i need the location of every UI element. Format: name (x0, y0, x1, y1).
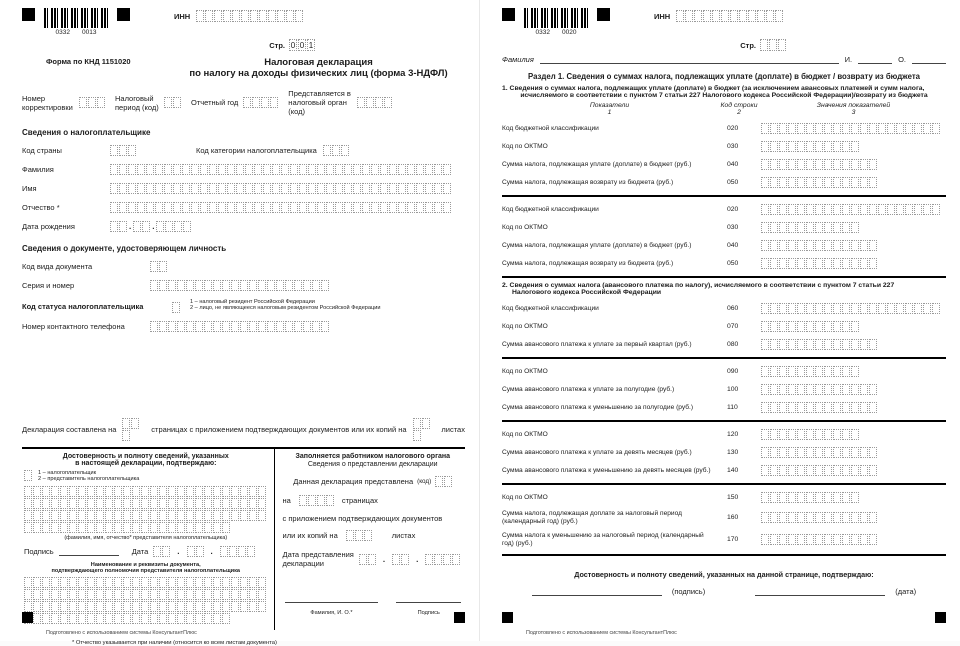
row-label: Код по ОКТМО (502, 223, 548, 231)
section-1-title: Раздел 1. Сведения о суммах налога, подлежащих уплате (доплате) в бюджет / возврату из бюджета (528, 72, 920, 81)
barcode-number: 0332 (55, 29, 70, 36)
birthdate-month-field[interactable] (133, 221, 150, 232)
attach-docs-label: с приложением подтверждающих документов (282, 514, 443, 523)
barcode-icon (44, 8, 108, 28)
subsection-2-heading-line2: Налогового кодекса Российской Федерации (512, 289, 662, 296)
form-row (502, 258, 946, 269)
row-line-code: 020 (727, 206, 739, 213)
row-value-cells[interactable] (761, 492, 946, 503)
initial-o-line[interactable] (912, 55, 946, 64)
form-row (502, 532, 946, 547)
col-linecode-label: Код строки (720, 102, 758, 109)
birthdate-year-field[interactable] (156, 221, 191, 232)
confirmer-option-1: 1 – налогоплательщик (38, 470, 97, 476)
surname-line[interactable] (540, 55, 839, 64)
official-signature-caption: Подпись (417, 610, 440, 616)
row-line-code: 080 (727, 341, 739, 348)
registration-mark-icon (597, 8, 610, 21)
block-divider (502, 276, 946, 278)
form-title-line1: Налоговая декларация (264, 57, 373, 68)
copies-label: или их копий на (282, 531, 338, 540)
col-linecode-num: 2 (737, 109, 741, 116)
form-row (502, 384, 946, 395)
initial-i-label: И. (844, 55, 853, 64)
form-barcode (523, 8, 589, 36)
row-value-cells[interactable] (761, 177, 946, 188)
pages-word: страницах (341, 496, 378, 505)
row-line-code: 110 (727, 404, 738, 411)
row-line-code: 150 (727, 494, 739, 501)
form-row (502, 159, 946, 170)
row-line-code: 030 (727, 224, 739, 231)
form-row (502, 447, 946, 458)
document-kind-field[interactable] (150, 261, 167, 272)
submit-date-year-field[interactable] (425, 554, 460, 565)
form-row (502, 339, 946, 350)
taxpayer-category-field[interactable] (323, 145, 349, 156)
tax-authority-label: Представляется в налоговый орган (код) (288, 89, 351, 116)
form-row (502, 402, 946, 413)
form-row (502, 123, 946, 134)
surname-label: Фамилия (502, 55, 534, 64)
confirmation-taxpayer-column: Достоверность и полноту сведений, указанных в настоящей декларации, подтверждаю: 1 – налогоплательщик 2 – представитель налогоплательщика (фамилия, имя, отчество* представителя налогоплательщика) Подпись Дата . . Наименование и реквизиты документа, подтверждающего полномочия представителя налогоплательщика (22, 449, 275, 630)
official-fio-line[interactable] (285, 594, 378, 603)
subsection-2-heading-line1: 2. Сведения о суммах налога (авансового платежа по налогу), исчисляемого в соответствии с пунктом 7 статьи 227 (502, 282, 895, 289)
on-label: на (282, 496, 291, 505)
inn-label: ИНН (174, 11, 191, 21)
signature-label: Подпись (24, 547, 54, 556)
registration-mark-icon (502, 8, 515, 21)
tax-period-field[interactable] (164, 97, 181, 108)
page-number-field: 0 0 1 (290, 41, 314, 50)
row-value-cells[interactable] (761, 447, 946, 458)
form-row (502, 204, 946, 215)
row-line-code: 140 (727, 467, 739, 474)
confirm-title-line1: Достоверность и полноту сведений, указанных (62, 453, 229, 460)
registration-mark-icon (454, 612, 465, 623)
section1-block-2 (502, 204, 946, 269)
consultant-plus-credit: Подготовлено с использованием системы КонсультантПлюс (526, 630, 677, 636)
sign-date-day-field[interactable] (153, 546, 170, 557)
tax-authority-field[interactable] (357, 97, 392, 108)
row-label: Сумма авансового платежа к уменьшению за полугодие (руб.) (502, 403, 694, 411)
presented-code-hint: (код) (417, 478, 432, 485)
inn-field[interactable] (196, 10, 303, 22)
authority-doc-caption-2: подтверждающего полномочия представителя налогоплательщика (51, 568, 241, 574)
signature-caption: (подпись) (671, 587, 706, 597)
form-row (502, 492, 946, 503)
subsection-1-heading-line2: исчисляемого в соответствии с пунктом 7 статьи 227 Налогового кодекса Российской Федерации)/возврату из бюджета (520, 92, 928, 99)
page-signature-line[interactable] (532, 587, 662, 596)
confirmer-code-field[interactable] (24, 470, 32, 481)
row-value-cells[interactable] (761, 429, 946, 440)
page-date-line[interactable] (755, 587, 885, 596)
official-signature-line[interactable] (396, 594, 461, 603)
row-value-cells[interactable] (761, 534, 946, 545)
contact-phone-label: Номер контактного телефона (22, 322, 125, 331)
identity-document-section-heading: Сведения о документе, удостоверяющем личность (22, 244, 227, 253)
form-row (502, 177, 946, 188)
patronymic-field[interactable] (110, 202, 451, 213)
row-line-code: 090 (727, 368, 739, 375)
surname-label: Фамилия (22, 165, 54, 174)
row-value-cells[interactable] (761, 303, 946, 314)
row-line-code: 100 (727, 386, 739, 393)
row-value-cells[interactable] (761, 384, 946, 395)
initial-i-line[interactable] (858, 55, 892, 64)
inn-label: ИНН (654, 11, 671, 21)
row-value-cells[interactable] (761, 159, 946, 170)
date-caption: (дата) (895, 587, 917, 597)
registration-marks-row (22, 8, 465, 36)
section2-block-3 (502, 429, 946, 476)
form-row (502, 240, 946, 251)
barcode-number: 0332 (535, 29, 550, 36)
row-line-code: 160 (727, 514, 739, 522)
row-label: Сумма авансового платежа к уменьшению за девять месяцев (руб.) (502, 466, 711, 474)
col-indicators-num: 1 (607, 109, 612, 116)
country-code-field[interactable] (110, 145, 136, 156)
form-title-line2: по налогу на доходы физических лиц (форма 3-НДФЛ) (189, 68, 448, 79)
col-values-num: 3 (851, 109, 856, 116)
row-label: Сумма налога, подлежащая доплате за налоговый период (календарный год) (руб.) (502, 510, 682, 525)
registration-mark-icon (22, 612, 33, 623)
submit-date-day-field[interactable] (359, 554, 376, 565)
table-header (502, 102, 946, 116)
correction-number-label: Номер корректировки (22, 93, 73, 112)
status-code-field[interactable] (172, 302, 180, 313)
row-value-cells[interactable] (761, 465, 946, 476)
row-line-code: 050 (727, 260, 739, 267)
form-row (502, 321, 946, 332)
taxpayer-category-label: Код категории налогоплательщика (196, 146, 317, 155)
correction-number-field[interactable] (79, 97, 105, 108)
official-block-subtitle: Сведения о представлении декларации (307, 461, 438, 468)
row-label: Код по ОКТМО (502, 430, 548, 438)
row-line-code: 040 (727, 161, 739, 168)
page-confirm-line: Достоверность и полноту сведений, указанных на данной странице, подтверждаю: (574, 570, 874, 580)
row-line-code: 060 (727, 305, 739, 312)
form-row (502, 366, 946, 377)
report-year-label: Отчетный год (191, 98, 239, 107)
barcode-number: 0020 (562, 29, 577, 36)
inn-field[interactable] (676, 10, 783, 22)
row-label: Код бюджетной классификации (502, 304, 599, 312)
registration-mark-icon (117, 8, 130, 21)
confirm-title-line2: в настоящей декларации, подтверждаю: (75, 460, 217, 467)
block-divider (502, 195, 946, 197)
page-number-field[interactable] (760, 39, 786, 51)
row-value-cells[interactable] (761, 366, 946, 377)
sheets-word: листах (391, 531, 416, 540)
firstname-label: Имя (22, 184, 37, 193)
series-number-label: Серия и номер (22, 281, 75, 290)
row-line-code: 170 (727, 536, 739, 544)
row-value-cells[interactable] (761, 258, 946, 269)
sign-date-month-field[interactable] (187, 546, 204, 557)
authority-doc-caption-1: Наименование и реквизиты документа, (90, 562, 201, 568)
row-line-code: 040 (727, 242, 739, 249)
form-row (502, 510, 946, 525)
form-row (502, 303, 946, 314)
surname-field[interactable] (110, 164, 451, 175)
birthdate-day-field[interactable] (110, 221, 127, 232)
official-pages-field[interactable] (299, 495, 334, 506)
page-number-label: Стр. (269, 40, 285, 50)
row-label: Сумма авансового платежа к уплате за девять месяцев (руб.) (502, 448, 692, 456)
official-block-title: Заполняется работником налогового органа (295, 453, 451, 460)
row-label: Сумма налога, подлежащая уплате (доплате) в бюджет (руб.) (502, 160, 692, 168)
form-row (502, 429, 946, 440)
official-sheets-field[interactable] (346, 530, 372, 541)
official-fio-caption: Фамилия, И. О.* (310, 610, 353, 616)
submit-date-month-field[interactable] (392, 554, 409, 565)
row-value-cells[interactable] (761, 204, 946, 215)
taxpayer-section-heading: Сведения о налогоплательщике (22, 128, 151, 137)
row-label: Сумма налога, подлежащая уплате (доплате) в бюджет (руб.) (502, 241, 692, 249)
form-row (502, 222, 946, 233)
form-row (502, 141, 946, 152)
patronymic-label: Отчество * (22, 203, 60, 212)
page-number-label: Стр. (740, 40, 756, 50)
block-divider (502, 483, 946, 485)
subsection-1-heading-line1: 1. Сведения о суммах налога, подлежащих уплате (доплате) в бюджет (за исключением авансовых платежей и сумм налога, (502, 85, 925, 92)
page-1-title-page: 0332 0013 ИНН Стр. 0 0 1 Форма по КНД 1151020 Налоговая декларация по налогу на доходы физических лиц (форма 3-НДФЛ) Номер корректировки Налоговый период (код) Отчетный год Представляется в налоговый орган (код) Сведения о налогоплательщике Код страны Код категории налогоплательщика Фамилия Имя Отчество * Дата рождения . . Сведения о документе, удостоверяющем личность Код вида документа Серия и номер Код статуса налогоплательщика 1 – налоговый резидент Российской Федерации 2 – лицо, не являющееся налоговым резидентом Российской Федерации Номер контактного телефона Декларация составлена на страницах с приложением подтверждающих документов или их копий на листах Достоверность и полноту сведений, указанных в настоящей декларации, подтверждаю: 1 – налогоплательщик 2 – представитель налогоплательщика (фамилия, имя, отчество* представителя налогоплательщика) Подпись Дата . . Наименование и реквизиты документа, подтверждающего полномочия представителя налогоплательщика Заполняется работником налогового органа Сведения о представлении декларации Данная декларация представлена (код) на страницах с приложением подтверждающих документов или их копий на листах Дата представления декларации . . Фамилия, И. О.* Подпись * Отчество указывается при наличии (относится ко всем листам документа) Подготовлено с использованием системы КонсультантПлюс (0, 0, 480, 641)
representative-fio-field[interactable] (24, 486, 268, 533)
presented-code-field[interactable] (435, 476, 452, 487)
confirmer-option-2: 2 – представитель налогоплательщика (38, 476, 140, 482)
status-code-label: Код статуса налогоплательщика (22, 302, 144, 311)
row-value-cells[interactable] (761, 339, 946, 350)
declaration-composed-text-1: Декларация составлена на (22, 425, 117, 434)
form-row (502, 465, 946, 476)
row-label: Код по ОКТМО (502, 322, 548, 330)
row-line-code: 050 (727, 179, 739, 186)
knd-form-code: Форма по КНД 1151020 (46, 57, 131, 66)
sign-date-year-field[interactable] (220, 546, 255, 557)
row-label: Код по ОКТМО (502, 493, 548, 501)
row-value-cells[interactable] (761, 512, 946, 523)
consultant-plus-credit: Подготовлено с использованием системы КонсультантПлюс (46, 630, 197, 636)
row-label: Код бюджетной классификации (502, 205, 599, 213)
birthdate-label: Дата рождения (22, 222, 75, 231)
row-label: Сумма налога, подлежащая возврату из бюджета (руб.) (502, 178, 674, 186)
row-value-cells[interactable] (761, 402, 946, 413)
row-label: Код по ОКТМО (502, 142, 548, 150)
block-divider (502, 420, 946, 422)
contact-phone-field[interactable] (150, 321, 329, 332)
confirmation-official-column: Заполняется работником налогового органа Сведения о представлении декларации Данная декларация представлена (код) на страницах с приложением подтверждающих документов или их копий на листах Дата представления декларации . . Фамилия, И. О.* Подпись (275, 449, 465, 630)
report-year-field[interactable] (243, 97, 278, 108)
country-code-label: Код страны (22, 146, 62, 155)
registration-mark-icon (22, 8, 35, 21)
date-label: Дата (131, 547, 149, 556)
declaration-presented-label: Данная декларация представлена (293, 477, 414, 486)
representative-fio-caption: (фамилия, имя, отчество* представителя налогоплательщика) (64, 535, 228, 541)
section2-block-4 (502, 492, 946, 547)
block-divider (502, 357, 946, 359)
pages-count-field[interactable] (122, 418, 145, 441)
section1-block-1 (502, 123, 946, 188)
row-line-code: 030 (727, 143, 739, 150)
row-line-code: 020 (727, 125, 739, 132)
row-value-cells[interactable] (761, 141, 946, 152)
row-label: Сумма авансового платежа к уплате за полугодие (руб.) (502, 385, 675, 393)
declaration-composed-text-3: листах (441, 425, 465, 434)
declaration-composed-text-2: страницах с приложением подтверждающих документов или их копий на (151, 425, 407, 434)
registration-mark-icon (935, 612, 946, 623)
sheets-count-field[interactable] (413, 418, 436, 441)
row-label: Сумма налога, подлежащая возврату из бюджета (руб.) (502, 259, 674, 267)
status-option-2: 2 – лицо, не являющееся налоговым резидентом Российской Федерации (190, 305, 381, 311)
barcode-number: 0013 (82, 29, 97, 36)
registration-marks-row (502, 8, 946, 36)
series-number-field[interactable] (150, 280, 329, 291)
row-line-code: 070 (727, 323, 739, 330)
form-barcode (43, 8, 109, 36)
confirmation-block (22, 447, 465, 630)
firstname-field[interactable] (110, 183, 451, 194)
document-kind-label: Код вида документа (22, 262, 93, 271)
initial-o-label: О. (898, 55, 906, 64)
col-values-label: Значения показателей (816, 102, 891, 109)
row-line-code: 120 (727, 431, 739, 438)
registration-mark-icon (502, 612, 513, 623)
barcode-icon (524, 8, 588, 28)
patronymic-footnote: * Отчество указывается при наличии (относится ко всем листам документа) (72, 640, 277, 646)
row-line-code: 130 (727, 449, 739, 456)
row-value-cells[interactable] (761, 321, 946, 332)
row-value-cells[interactable] (761, 240, 946, 251)
section2-block-2 (502, 366, 946, 413)
section2-block-1 (502, 303, 946, 350)
block-divider (502, 554, 946, 556)
row-label: Код бюджетной классификации (502, 124, 599, 132)
row-value-cells[interactable] (761, 222, 946, 233)
row-label: Код по ОКТМО (502, 367, 548, 375)
submit-date-label-1: Дата представления (282, 550, 354, 559)
status-option-1: 1 – налоговый резидент Российской Федерации (190, 299, 315, 305)
col-indicators-label: Показатели (589, 102, 630, 109)
row-label: Сумма налога к уменьшению за налоговый период (календарный год) (руб.) (502, 532, 704, 547)
row-label: Сумма авансового платежа к уплате за первый квартал (руб.) (502, 340, 692, 348)
page-2-section-1 (480, 0, 960, 641)
tax-period-label: Налоговый период (код) (115, 93, 159, 112)
submit-date-label-2: декларации (282, 559, 324, 568)
signature-line[interactable] (59, 547, 119, 556)
row-value-cells[interactable] (761, 123, 946, 134)
